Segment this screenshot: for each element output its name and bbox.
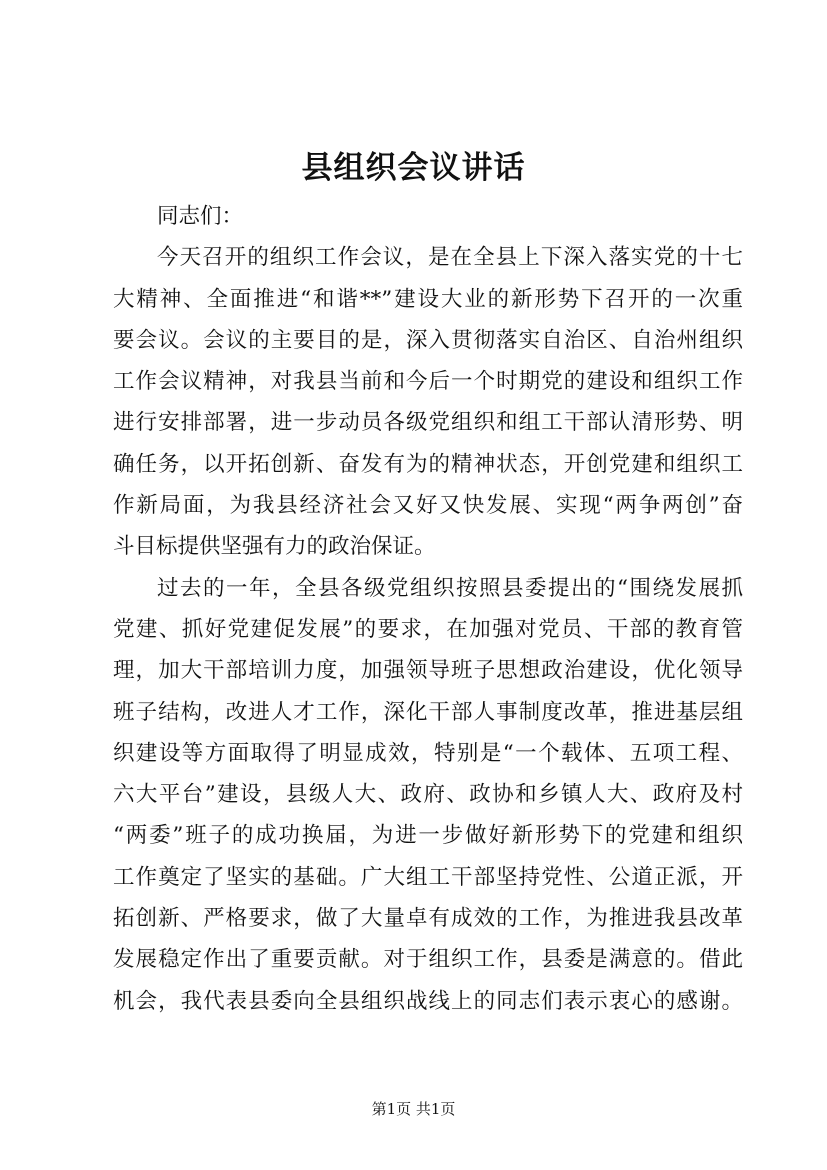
body-paragraphs: [113, 237, 743, 1022]
body-line: 大精神、全面推进“和谐**”建设大业的新形势下召开的一次重: [113, 286, 743, 312]
document-title: 县组织会议讲话: [301, 150, 526, 186]
body-line: 发展稳定作出了重要贡献。对于组织工作，县委是满意的。借此: [113, 947, 743, 973]
body-line: 六大平台”建设，县级人大、政府、政协和乡镇人大、政府及村: [113, 782, 743, 808]
body-line: 工作奠定了坚实的基础。广大组工干部坚持党性、公道正派，开: [113, 864, 743, 890]
body-line: 党建、抓好党建促发展”的要求，在加强对党员、干部的教育管: [113, 616, 743, 642]
body-line: 机会，我代表县委向全县组织战线上的同志们表示衷心的感谢。: [113, 988, 743, 1014]
body-line: 进行安排部署，进一步动员各级党组织和组工干部认清形势、明: [113, 410, 743, 436]
body-line: 斗目标提供坚强有力的政治保证。: [113, 534, 436, 560]
body-line: 确任务，以开拓创新、奋发有为的精神状态，开创党建和组织工: [113, 451, 743, 477]
body-line: 班子结构，改进人才工作，深化干部人事制度改革，推进基层组: [113, 699, 743, 725]
page-footer: 第1页 共1页: [371, 1100, 456, 1118]
body-line: 今天召开的组织工作会议，是在全县上下深入落实党的十七: [157, 245, 743, 271]
body-line: 过去的一年，全县各级党组织按照县委提出的“围绕发展抓: [157, 575, 743, 601]
body-line: 拓创新、严格要求，做了大量卓有成效的工作，为推进我县改革: [113, 906, 743, 932]
body-line: 作新局面，为我县经济社会又好又快发展、实现“两争两创”奋: [113, 493, 743, 519]
document-body: [113, 196, 743, 1022]
body-line: 织建设等方面取得了明显成效，特别是“一个载体、五项工程、: [113, 740, 743, 766]
body-line: 工作会议精神，对我县当前和今后一个时期党的建设和组织工作: [113, 369, 743, 395]
body-line: 要会议。会议的主要目的是，深入贯彻落实自治区、自治州组织: [113, 327, 743, 353]
salutation: 同志们：: [157, 204, 244, 229]
body-line: 理，加大干部培训力度，加强领导班子思想政治建设，优化领导: [113, 658, 743, 684]
body-line: “两委”班子的成功换届，为进一步做好新形势下的党建和组织: [113, 823, 743, 849]
